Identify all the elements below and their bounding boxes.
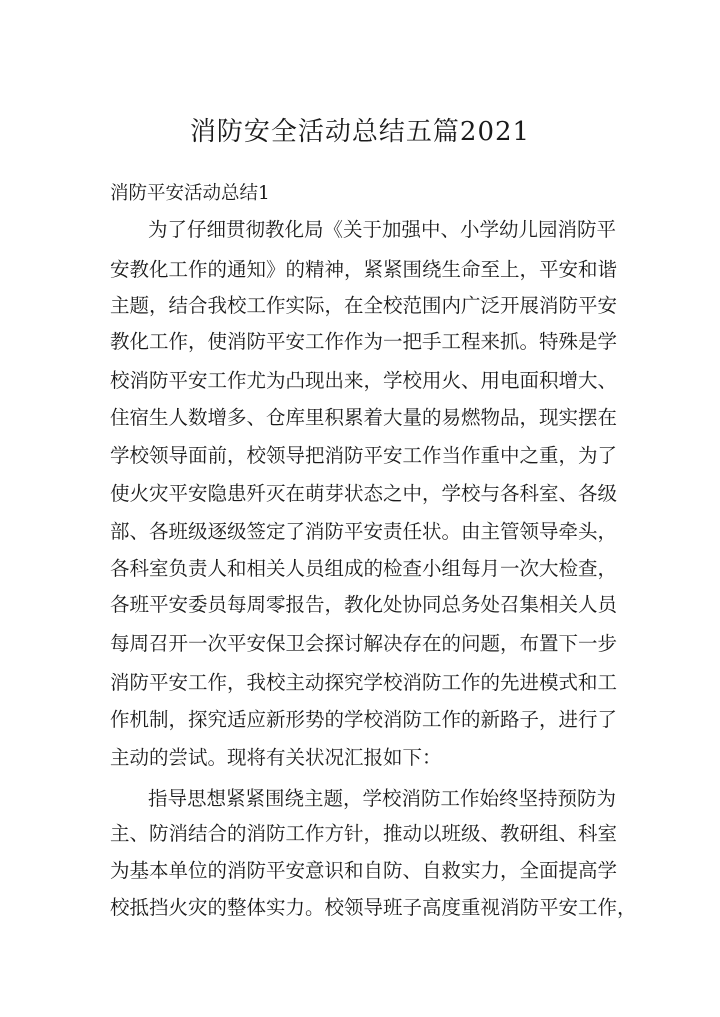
- paragraph-line: 住宿生人数增多、仓库里积累着大量的易燃物品，现实摆在: [110, 406, 618, 429]
- paragraph-line: 为基本单位的消防平安意识和自防、自救实力，全面提高学: [110, 859, 618, 882]
- paragraph-line: 校消防平安工作尤为凸现出来，学校用火、用电面积增大、: [110, 369, 618, 392]
- paragraph-line: 作机制，探究适应新形势的学校消防工作的新路子，进行了: [110, 708, 618, 731]
- paragraph-line: 使火灾平安隐患歼灭在萌芽状态之中，学校与各科室、各级: [110, 482, 618, 505]
- paragraph-line: 校抵挡火灾的整体实力。校领导班子高度重视消防平安工作，: [110, 896, 637, 919]
- paragraph-line: 各科室负责人和相关人员组成的检查小组每月一次大检查，: [110, 557, 618, 580]
- paragraph-line: 学校领导面前，校领导把消防平安工作当作重中之重，为了: [110, 444, 618, 467]
- paragraph-line: 主题，结合我校工作实际，在全校范围内广泛开展消防平安: [110, 294, 618, 317]
- paragraph-line: 各班平安委员每周零报告，教化处协同总务处召集相关人员: [110, 593, 618, 616]
- paragraph-line: 消防平安工作，我校主动探究学校消防工作的先进模式和工: [110, 671, 618, 694]
- paragraph-line: 安教化工作的通知》的精神，紧紧围绕生命至上，平安和谐: [110, 258, 618, 281]
- paragraph-line: 主动的尝试。现将有关状况汇报如下：: [110, 746, 442, 769]
- paragraph-line: 指导思想紧紧围绕主题，学校消防工作始终坚持预防为: [148, 787, 617, 810]
- paragraph-line: 教化工作，使消防平安工作作为一把手工程来抓。特殊是学: [110, 330, 618, 353]
- paragraph-line: 主、防消结合的消防工作方针，推动以班级、教研组、科室: [110, 822, 618, 845]
- document-title: 消防安全活动总结五篇2021: [189, 117, 531, 147]
- paragraph-line: 部、各班级逐级签定了消防平安责任状。由主管领导牵头，: [110, 520, 618, 543]
- paragraph-line: 为了仔细贯彻教化局《关于加强中、小学幼儿园消防平: [148, 218, 617, 241]
- paragraph-line: 每周召开一次平安保卫会探讨解决存在的问题，布置下一步: [110, 632, 618, 655]
- section-heading: 消防平安活动总结1: [110, 183, 270, 204]
